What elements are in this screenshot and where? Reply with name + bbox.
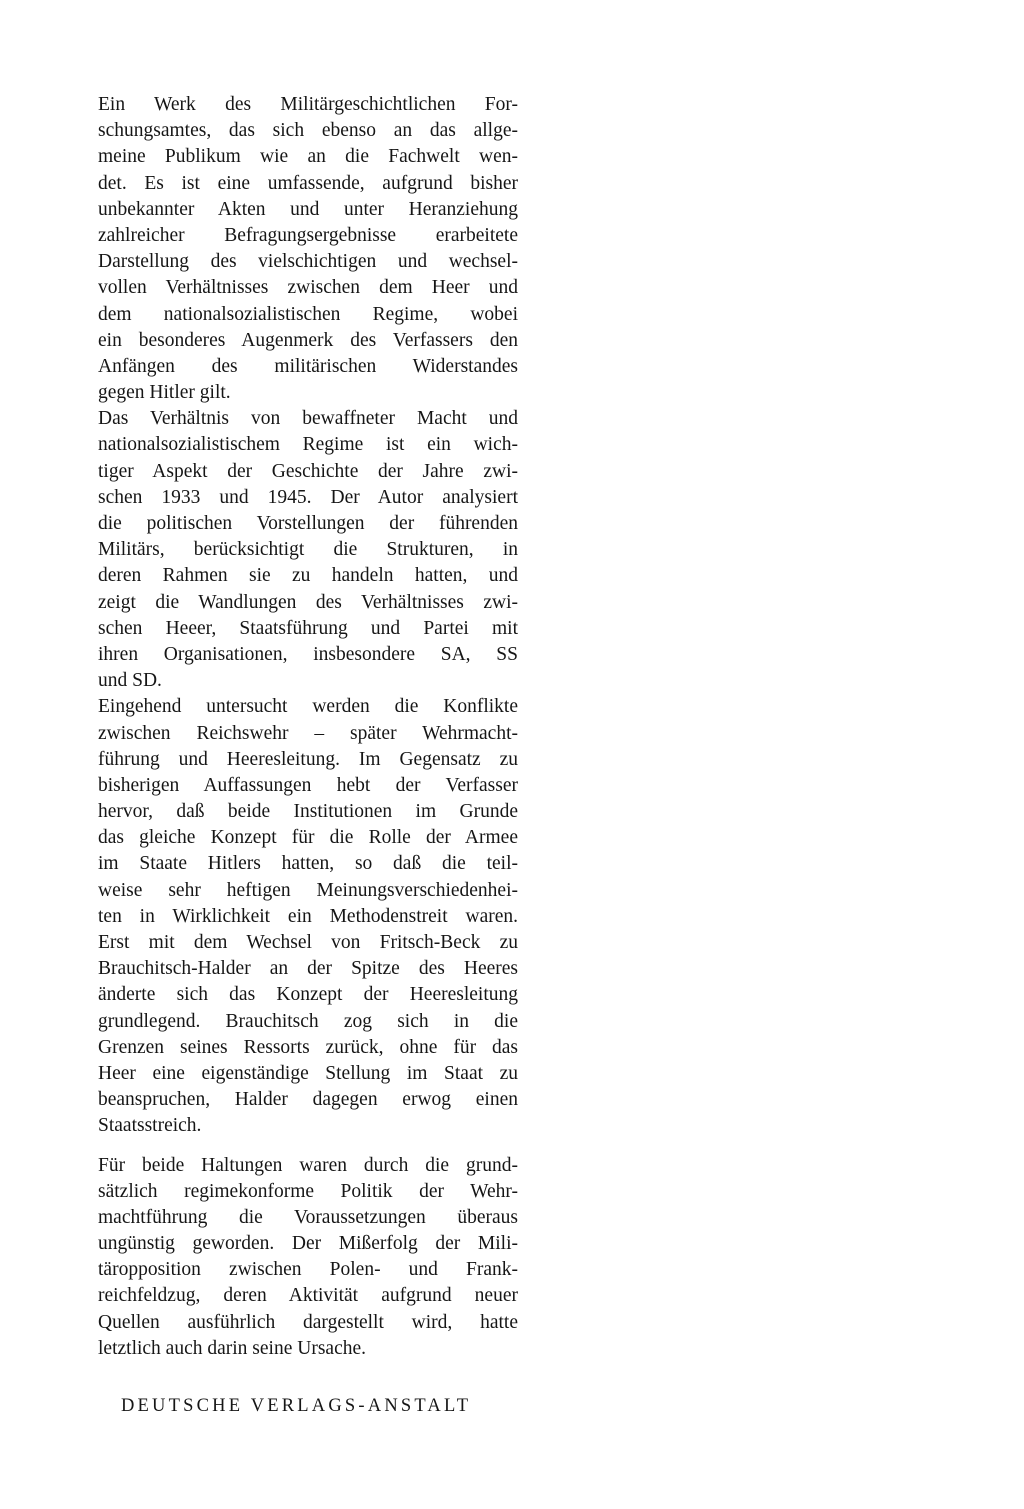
text-line: vollen Verhältnisses zwischen dem Heer und	[98, 277, 518, 299]
text-line: Für beide Haltungen waren durch die grund-	[98, 1154, 518, 1176]
text-line: Quellen ausführlich dargestellt wird, hatte	[98, 1311, 518, 1333]
text-line: ungünstig geworden. Der Mißerfolg der Mili-	[98, 1233, 518, 1255]
text-line: täropposition zwischen Polen- und Frank-	[98, 1259, 518, 1281]
text-line: ten in Wirklichkeit ein Methodenstreit waren.	[98, 905, 518, 927]
blurb-paragraph-4	[98, 1153, 518, 1363]
text-line: deren Rahmen sie zu handeln hatten, und	[98, 565, 518, 587]
text-line: Darstellung des vielschichtigen und wechsel-	[98, 251, 518, 273]
text-line: Anfängen des militärischen Widerstandes	[98, 355, 518, 377]
text-line: änderte sich das Konzept der Heeresleitung	[98, 984, 518, 1006]
blurb-paragraph-2	[98, 406, 518, 694]
text-line: det. Es ist eine umfassende, aufgrund bisher	[98, 172, 518, 194]
text-line: Staatsstreich.	[98, 1115, 202, 1137]
text-line: meine Publikum wie an die Fachwelt wen-	[98, 146, 518, 168]
text-line: grundlegend. Brauchitsch zog sich in die	[98, 1010, 518, 1032]
text-line: Ein Werk des Militärgeschichtlichen For-	[98, 94, 518, 115]
text-line: ihren Organisationen, insbesondere SA, SS	[98, 643, 518, 665]
text-line: dem nationalsozialistischen Regime, wobei	[98, 303, 518, 325]
text-line: zahlreicher Befragungsergebnisse erarbeitete	[98, 224, 518, 246]
text-line: sätzlich regimekonforme Politik der Wehr-	[98, 1180, 518, 1202]
text-line: schen Heeer, Staatsführung und Partei mit	[98, 617, 518, 639]
text-line: letztlich auch darin seine Ursache.	[98, 1337, 367, 1359]
text-line: bisherigen Auffassungen hebt der Verfasser	[98, 774, 518, 796]
publisher-name: DEUTSCHE VERLAGS-ANSTALT	[121, 1396, 472, 1416]
blurb-text	[98, 92, 518, 1362]
text-line: zeigt die Wandlungen des Verhältnisses zwi-	[98, 591, 518, 613]
text-line: weise sehr heftigen Meinungsverschiedenhei-	[98, 879, 518, 901]
text-line: beanspruchen, Halder dagegen erwog einen	[98, 1089, 518, 1111]
text-line: machtführung die Voraussetzungen überaus	[98, 1206, 518, 1228]
text-line: Eingehend untersucht werden die Konflikte	[98, 696, 518, 718]
text-line: Das Verhältnis von bewaffneter Macht und	[98, 408, 518, 430]
text-line: schen 1933 und 1945. Der Autor analysiert	[98, 486, 518, 508]
blurb-paragraph-1	[98, 92, 518, 406]
text-line: Brauchitsch-Halder an der Spitze des Heeres	[98, 958, 518, 980]
text-line: unbekannter Akten und unter Heranziehung	[98, 198, 518, 220]
text-line: Militärs, berücksichtigt die Strukturen, in	[98, 539, 518, 561]
text-line: tiger Aspekt der Geschichte der Jahre zwi-	[98, 460, 518, 482]
text-line: schungsamtes, das sich ebenso an das allge-	[98, 120, 518, 142]
text-line: Heer eine eigenständige Stellung im Staat zu	[98, 1062, 518, 1084]
text-line: ein besonderes Augenmerk des Verfassers den	[98, 329, 518, 351]
blurb-paragraph-3	[98, 694, 518, 1139]
text-line: im Staate Hitlers hatten, so daß die teil-	[98, 853, 518, 875]
text-line: führung und Heeresleitung. Im Gegensatz zu	[98, 748, 518, 770]
text-line: die politischen Vorstellungen der führenden	[98, 513, 518, 534]
text-line: das gleiche Konzept für die Rolle der Armee	[98, 827, 518, 849]
text-line: nationalsozialistischem Regime ist ein wich-	[98, 434, 518, 456]
text-line: reichfeldzug, deren Aktivität aufgrund neuer	[98, 1285, 518, 1307]
text-line: Erst mit dem Wechsel von Fritsch-Beck zu	[98, 932, 518, 953]
text-line: Grenzen seines Ressorts zurück, ohne für das	[98, 1036, 518, 1058]
text-line: hervor, daß beide Institutionen im Grunde	[98, 801, 518, 823]
text-line: und SD.	[98, 670, 162, 692]
text-line: gegen Hitler gilt.	[98, 382, 231, 404]
paragraph-spacer	[98, 1140, 518, 1153]
text-line: zwischen Reichswehr – später Wehrmacht-	[98, 722, 518, 744]
